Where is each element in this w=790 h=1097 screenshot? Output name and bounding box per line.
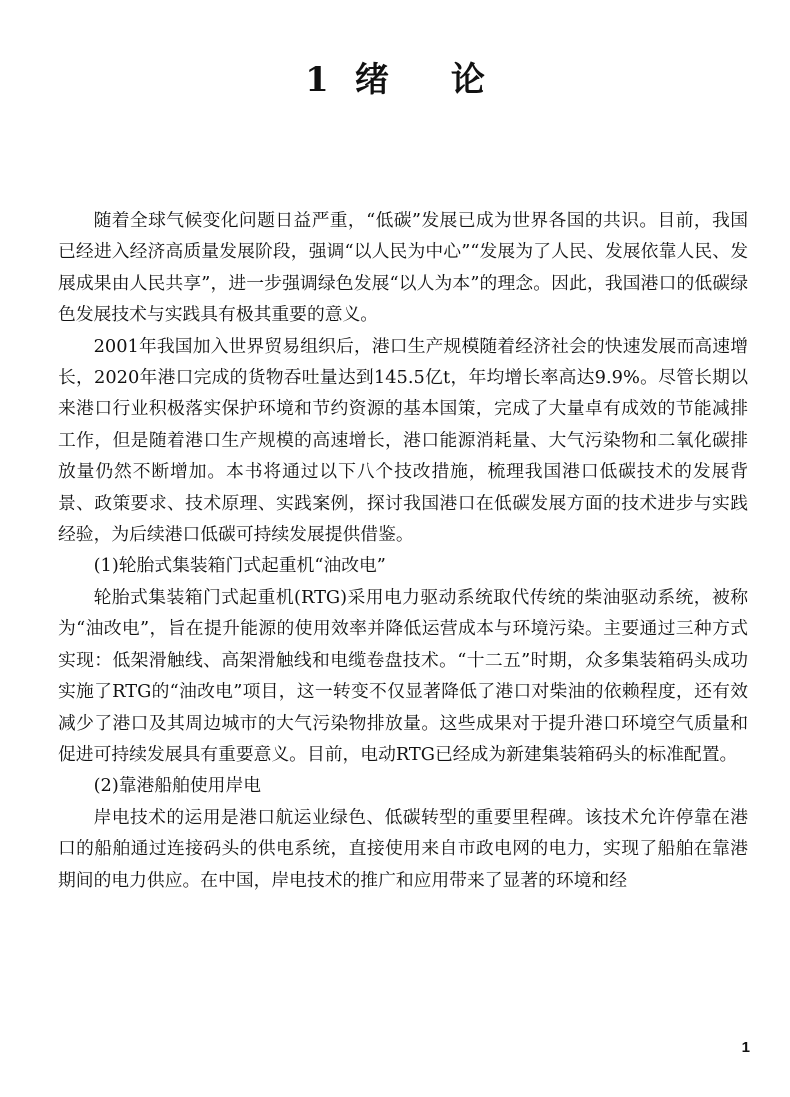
chapter-title (0, 52, 790, 101)
chapter-title-char-2: 论 (450, 60, 485, 100)
section-heading-rtg: (1)轮胎式集装箱门式起重机“油改电” (93, 555, 386, 577)
chapter-number: 1 (305, 60, 329, 100)
body-text (58, 205, 748, 896)
paragraph-rtg: 轮胎式集装箱门式起重机(RTG)采用电力驱动系统取代传统的柴油驱动系统，被称为“油改电”，旨在提升能源的使用效率并降低运营成本与环境污染。主要通过三种方式实现：低架滑触线、高架滑触线和电缆卷盘技术。“十二五”时期，众多集装箱码头成功实施了RTG的“油改电”项目，这一转变不仅显著降低了港口对柴油的依赖程度，还有效减少了港口及其周边城市的大气污染物排放量。这些成果对于提升港口环境空气质量和促进可持续发展具有重要意义。目前，电动RTG已经成为新建集装箱码头的标准配置。 (58, 586, 748, 765)
paragraph-shore-power: 岸电技术的运用是港口航运业绿色、低碳转型的重要里程碑。该技术允许停靠在港口的船舶通过连接码头的供电系统，直接使用来自市政电网的电力，实现了船舶在靠港期间的电力供应。在中国，岸电技术的推广和应用带来了显著的环境和经 (58, 806, 748, 891)
paragraph-background: 2001年我国加入世界贸易组织后，港口生产规模随着经济社会的快速发展而高速增长，2020年港口完成的货物吞吐量达到145.5亿t，年均增长率高达9.9%。尽管长期以来港口行业积极落实保护环境和节约资源的基本国策，完成了大量卓有成效的节能减排工作，但是随着港口生产规模的高速增长，港口能源消耗量、大气污染物和二氧化碳排放量仍然不断增加。本书将通过以下八个技改措施，梳理我国港口低碳技术的发展背景、政策要求、技术原理、实践案例，探讨我国港口在低碳发展方面的技术进步与实践经验，为后续港口低碳可持续发展提供借鉴。 (58, 335, 748, 546)
chapter-title-char-1: 绪 (354, 60, 389, 100)
paragraph-intro: 随着全球气候变化问题日益严重，“低碳”发展已成为世界各国的共识。目前，我国已经进入经济高质量发展阶段，强调“以人民为中心”“发展为了人民、发展依靠人民、发展成果由人民共享”，进一步强调绿色发展“以人为本”的理念。因此，我国港口的低碳绿色发展技术与实践具有极其重要的意义。 (58, 210, 748, 326)
section-heading-shore-power: (2)靠港船舶使用岸电 (93, 775, 262, 797)
page-number: 1 (741, 1039, 750, 1056)
